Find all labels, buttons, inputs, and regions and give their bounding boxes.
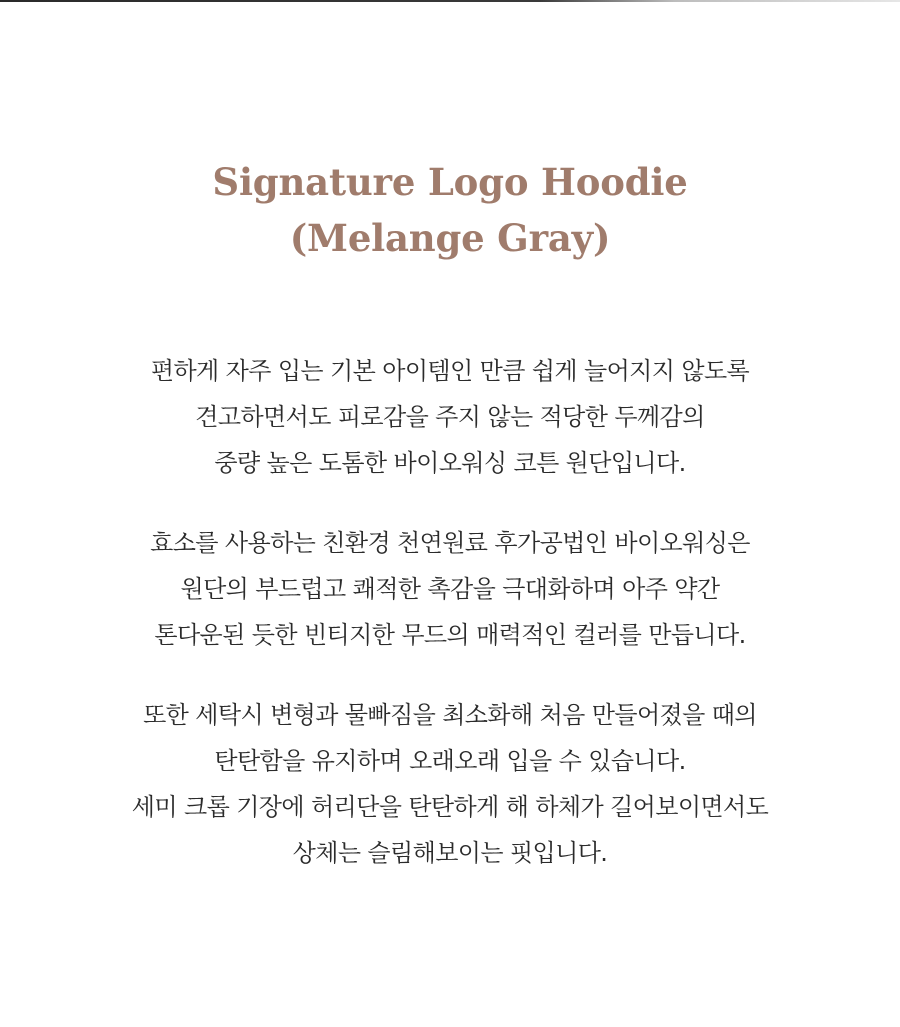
paragraph-line: 편하게 자주 입는 기본 아이템인 만큼 쉽게 늘어지지 않도록: [150, 357, 750, 385]
product-title-line-2: (Melange Gray): [289, 216, 611, 260]
product-title: [0, 154, 900, 266]
description-paragraph-2: [0, 520, 900, 658]
paragraph-line: 중량 높은 도톰한 바이오워싱 코튼 원단입니다.: [214, 449, 686, 477]
description-paragraph-3: [0, 692, 900, 876]
paragraph-line: 세미 크롭 기장에 허리단을 탄탄하게 해 하체가 길어보이면서도: [131, 793, 769, 821]
paragraph-line: 효소를 사용하는 친환경 천연원료 후가공법인 바이오워싱은: [150, 529, 750, 557]
product-title-line-1: Signature Logo Hoodie: [212, 160, 688, 204]
paragraph-line: 또한 세탁시 변형과 물빠짐을 최소화해 처음 만들어졌을 때의: [143, 701, 757, 729]
description-paragraph-1: [0, 348, 900, 486]
paragraph-line: 견고하면서도 피로감을 주지 않는 적당한 두께감의: [195, 403, 705, 431]
paragraph-line: 상체는 슬림해보이는 핏입니다.: [292, 839, 608, 867]
paragraph-line: 탄탄함을 유지하며 오래오래 입을 수 있습니다.: [214, 747, 686, 775]
top-divider: [0, 0, 900, 2]
paragraph-line: 톤다운된 듯한 빈티지한 무드의 매력적인 컬러를 만듭니다.: [154, 621, 746, 649]
paragraph-line: 원단의 부드럽고 쾌적한 촉감을 극대화하며 아주 약간: [180, 575, 720, 603]
